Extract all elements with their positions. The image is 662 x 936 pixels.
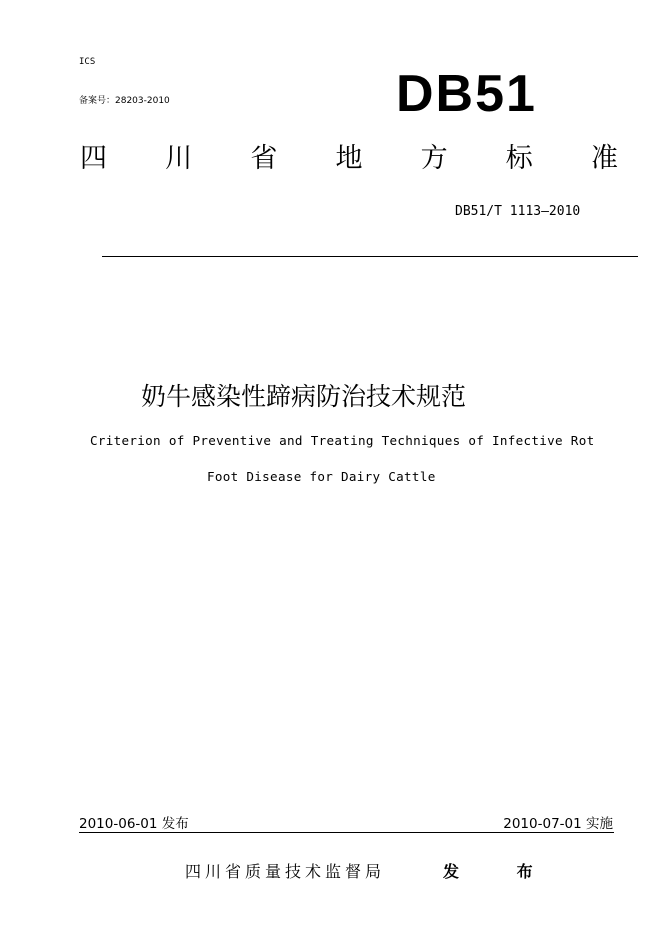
- standard-type-char: 标: [505, 143, 533, 174]
- bottom-divider: [79, 832, 614, 833]
- title-english-line1: Criterion of Preventive and Treating Techniques of Infective Rot: [90, 433, 595, 448]
- standard-type: [80, 145, 618, 172]
- issuer-name: 四川省质量技术监督局: [185, 862, 386, 881]
- standard-type-char: 省: [250, 143, 278, 174]
- publish-label: 发 布: [443, 862, 559, 881]
- top-divider: [102, 256, 638, 257]
- standard-type-char: 方: [420, 143, 448, 174]
- standard-type-char: 地: [335, 143, 363, 174]
- title-english-line2: Foot Disease for Dairy Cattle: [207, 469, 436, 484]
- standard-number: DB51/T 1113—2010: [455, 204, 581, 219]
- standard-type-char: 四: [80, 143, 107, 174]
- title-chinese: 奶牛感染性蹄病防治技术规范: [141, 382, 467, 411]
- standard-type-char: 川: [165, 143, 193, 174]
- standard-type-char: 准: [590, 143, 618, 174]
- issue-date: 2010-06-01 发布: [79, 816, 189, 832]
- record-number: 备案号：28203-2010: [79, 96, 170, 106]
- ics-label: ICS: [79, 57, 96, 67]
- db-code: DB51: [396, 65, 537, 123]
- implement-date: 2010-07-01 实施: [503, 816, 613, 832]
